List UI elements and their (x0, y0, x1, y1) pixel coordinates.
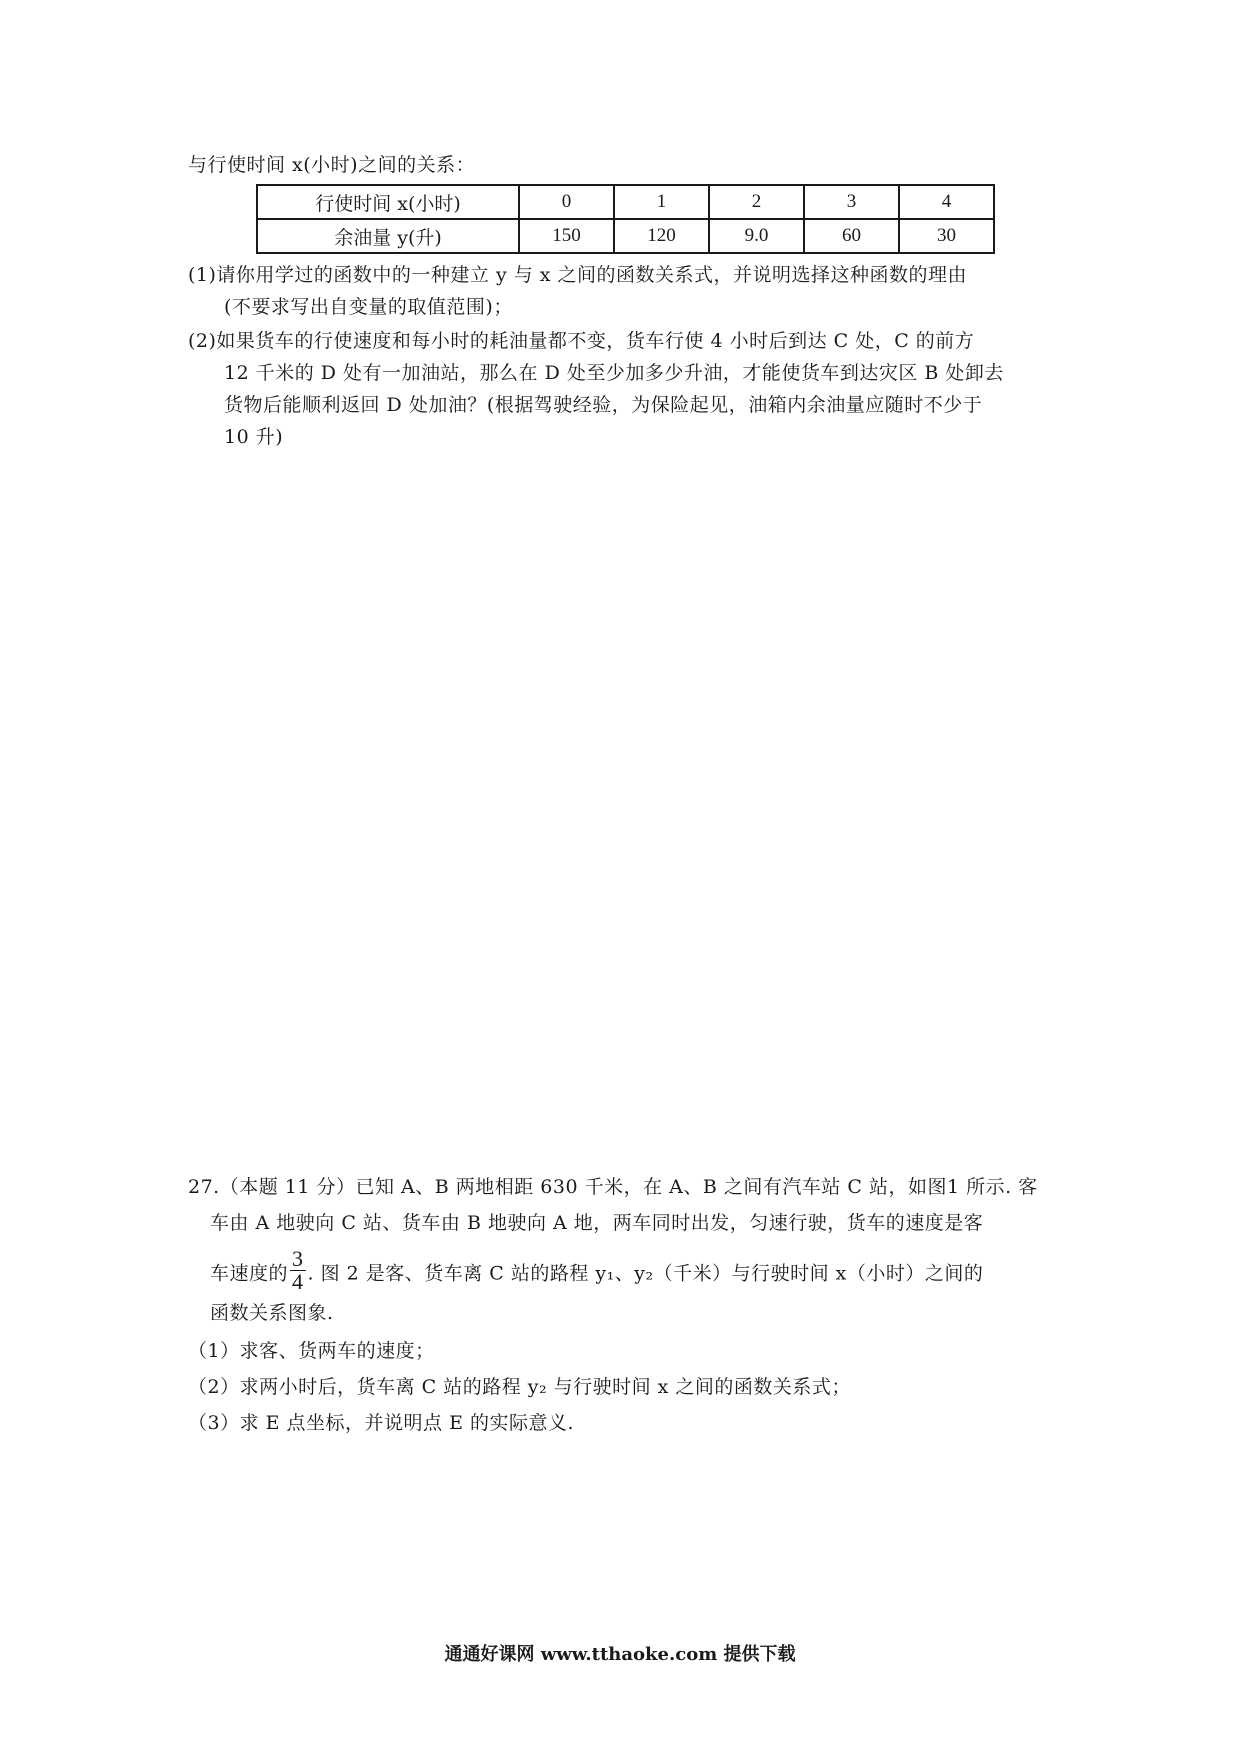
q27-line2: 车由 A 地驶向 C 站、货车由 B 地驶向 A 地，两车同时出发，匀速行驶，货车的速度是客 (210, 1212, 984, 1234)
table-cell: 3 (804, 185, 899, 219)
table-cell: 1 (614, 185, 709, 219)
q26-part1-line2: (不要求写出自变量的取值范围)； (224, 296, 513, 318)
q26-part2-line4: 10 升) (224, 426, 284, 448)
table-cell: 9.0 (709, 219, 804, 253)
q26-part2-line2: 12 千米的 D 处有一加油站，那么在 D 处至少加多少升油，才能使货车到达灾区 B 处卸去 (224, 362, 1004, 384)
q27-sub1: （1）求客、货两车的速度； (188, 1340, 435, 1362)
fraction-denominator: 4 (292, 1269, 304, 1294)
q27-line3-pre: 车速度的 (210, 1262, 289, 1285)
q27-sub3: （3）求 E 点坐标，并说明点 E 的实际意义. (188, 1412, 575, 1434)
table-cell: 30 (899, 219, 994, 253)
q26-part2-line3: 货物后能顺利返回 D 处加油？(根据驾驶经验，为保险起见，油箱内余油量应随时不少于 (224, 394, 983, 416)
table-cell: 120 (614, 219, 709, 253)
q27-sub2: （2）求两小时后，货车离 C 站的路程 y₂ 与行驶时间 x 之间的函数关系式； (188, 1376, 851, 1398)
page-footer: 通通好课网 www.tthaoke.com 提供下载 (444, 1644, 796, 1665)
table-cell: 2 (709, 185, 804, 219)
fraction-numerator: 3 (292, 1246, 304, 1271)
q26-intro: 与行使时间 x(小时)之间的关系： (188, 154, 476, 176)
table-header-time: 行使时间 x(小时) (257, 185, 519, 219)
table-cell: 150 (519, 219, 614, 253)
table-header-fuel: 余油量 y(升) (257, 219, 519, 253)
table-cell: 4 (899, 185, 994, 219)
q27-line1: 27.（本题 11 分）已知 A、B 两地相距 630 千米，在 A、B 之间有汽车站 C 站，如图1 所示. 客 (188, 1176, 1038, 1198)
q27-line4: 函数关系图象. (210, 1302, 334, 1324)
q26-part1-line1: (1)请你用学过的函数中的一种建立 y 与 x 之间的函数关系式，并说明选择这种函数的理由 (188, 264, 968, 286)
q27-line3 (210, 1246, 984, 1297)
table-cell: 60 (804, 219, 899, 253)
fraction-three-quarters (290, 1248, 306, 1293)
fuel-table (256, 184, 995, 254)
table-row (257, 185, 994, 219)
table-cell: 0 (519, 185, 614, 219)
table-row (257, 219, 994, 253)
q26-part2-line1: (2)如果货车的行使速度和每小时的耗油量都不变，货车行使 4 小时后到达 C 处，C 的前方 (188, 330, 975, 352)
q27-line3-post: . 图 2 是客、货车离 C 站的路程 y₁、y₂（千米）与行驶时间 x（小时）之间的 (307, 1262, 984, 1285)
